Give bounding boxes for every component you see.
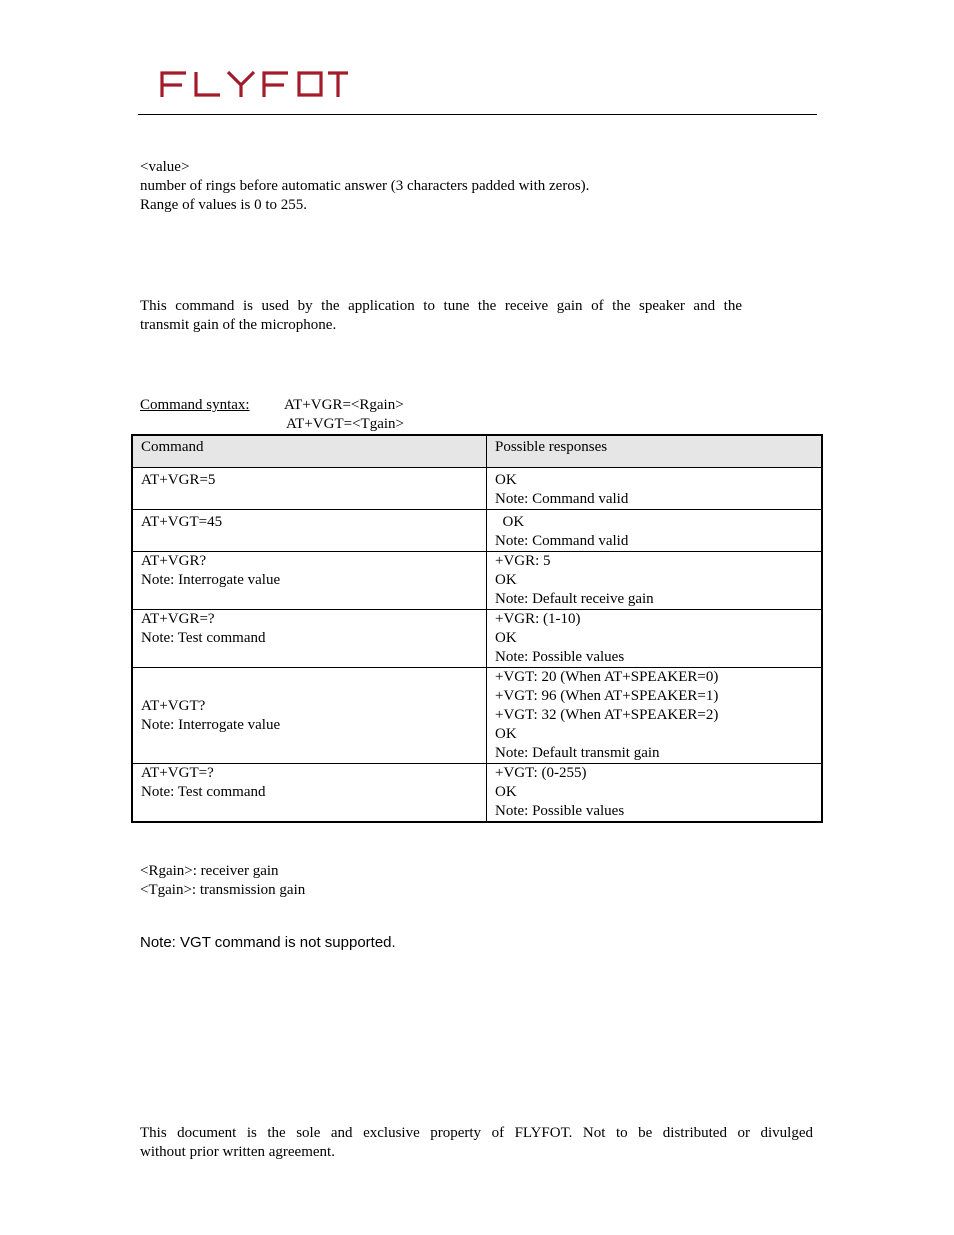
value-term: <value>	[140, 159, 190, 175]
description-line-1: This command is used by the application to tune the receive gain of the speaker and the	[140, 298, 742, 314]
command-note: Note: Interrogate value	[141, 572, 281, 588]
command-cell	[132, 468, 487, 510]
description-line-2: transmit gain of the microphone.	[140, 317, 337, 333]
response-note: Note: Command valid	[495, 533, 629, 549]
command-text: AT+VGR=?	[141, 611, 215, 627]
syntax-line-1: AT+VGR=<Rgain>	[284, 397, 404, 413]
table-row	[132, 668, 822, 764]
flyfot-logo	[160, 64, 350, 104]
syntax-label: Command syntax:	[140, 397, 250, 413]
response-text: +VGR: 5	[495, 553, 551, 569]
command-note: Note: Interrogate value	[141, 716, 281, 733]
header-rule	[138, 114, 817, 115]
response-cell	[487, 668, 823, 764]
command-cell	[132, 764, 487, 823]
response-text: +VGR: (1-10)	[495, 611, 581, 627]
table-row	[132, 552, 822, 610]
response-text: +VGT: 20 (When AT+SPEAKER=0)	[495, 669, 719, 685]
table-header-row	[132, 435, 822, 468]
response-note: Note: Possible values	[495, 649, 625, 665]
syntax-line-2: AT+VGT=<Tgain>	[286, 416, 404, 432]
command-cell	[132, 510, 487, 552]
header-command: Command	[132, 435, 487, 468]
command-cell	[132, 610, 487, 668]
table-row	[132, 764, 822, 823]
command-note: Note: Test command	[141, 630, 266, 646]
response-text: +VGT: 96 (When AT+SPEAKER=1)	[495, 688, 719, 704]
table-row	[132, 468, 822, 510]
value-range: Range of values is 0 to 255.	[140, 197, 308, 213]
footer-line-1: This document is the sole and exclusive property of FLYFOT. Not to be distributed or divulged	[140, 1125, 813, 1141]
table-row	[132, 610, 822, 668]
command-cell	[132, 668, 487, 764]
response-text: OK	[495, 784, 517, 800]
command-note: Note: Test command	[141, 784, 266, 800]
response-note: Note: Command valid	[495, 491, 629, 507]
response-cell	[487, 764, 823, 823]
table-row	[132, 510, 822, 552]
footer-line-2: without prior written agreement.	[140, 1144, 335, 1160]
response-cell	[487, 552, 823, 610]
response-note: Note: Default transmit gain	[495, 745, 660, 761]
response-text: OK	[495, 572, 517, 588]
response-note: Note: Default receive gain	[495, 591, 654, 607]
command-text: AT+VGT=?	[141, 765, 214, 781]
response-cell	[487, 610, 823, 668]
command-text: AT+VGR=5	[141, 472, 216, 488]
param-rgain: <Rgain>: receiver gain	[140, 863, 279, 879]
response-text: OK	[495, 514, 525, 530]
vgt-support-note: Note: VGT command is not supported.	[140, 934, 396, 951]
response-note: Note: Possible values	[495, 803, 625, 819]
response-cell	[487, 510, 823, 552]
command-text: AT+VGT?	[141, 697, 206, 714]
command-cell	[132, 552, 487, 610]
header-responses: Possible responses	[487, 435, 823, 468]
response-text: OK	[495, 630, 517, 646]
command-table	[131, 434, 823, 823]
response-text: OK	[495, 726, 517, 742]
response-text: +VGT: (0-255)	[495, 765, 587, 781]
response-text: +VGT: 32 (When AT+SPEAKER=2)	[495, 707, 719, 723]
response-text: OK	[495, 472, 517, 488]
command-text: AT+VGR?	[141, 553, 207, 569]
response-cell	[487, 468, 823, 510]
value-description: number of rings before automatic answer (3 characters padded with zeros).	[140, 178, 590, 194]
param-tgain: <Tgain>: transmission gain	[140, 882, 306, 898]
command-text: AT+VGT=45	[141, 514, 223, 530]
